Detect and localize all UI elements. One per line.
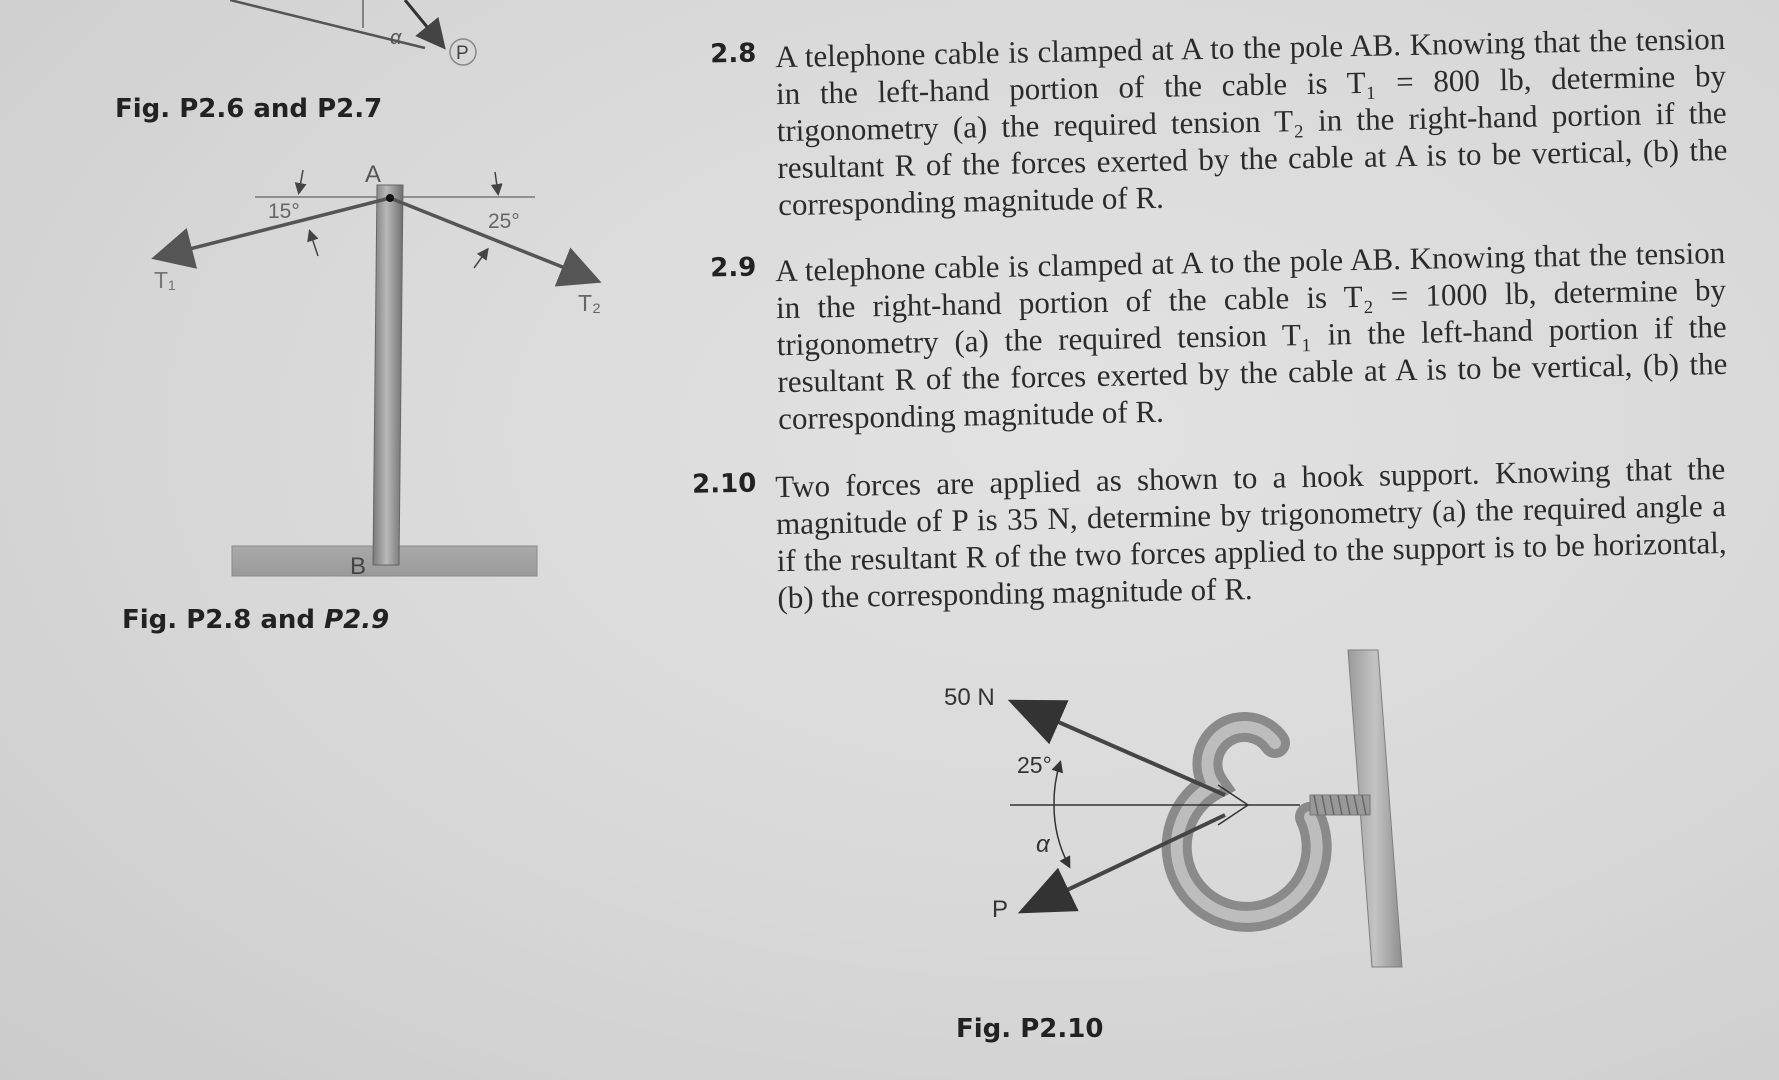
problem-number: 2.8: [709, 38, 757, 70]
force-arrow-50n: [1015, 703, 1225, 795]
label-b: B: [350, 553, 367, 580]
label-a: A: [365, 161, 382, 188]
angle-label-25: 25°: [488, 210, 520, 233]
angle-arrow-15-top: [299, 170, 303, 192]
label-p: P: [992, 896, 1009, 923]
alpha-label: α: [390, 27, 402, 49]
label-alpha: α: [1036, 831, 1050, 858]
problem-2-10: [680, 450, 1730, 616]
force-arrow-p: [405, 0, 442, 45]
figure-hook: [930, 645, 1420, 985]
problem-text: A telephone cable is clamped at A to the pole AB. Knowing that the tension in the right-hand portion of the cable is T₂ = 1000 lb, determine by trigonometry (a) the required tension T₁ in the left-hand portion if the resultant R of the forces exerted by the cable at A is to be vertical, (b) the corresponding magnitude of R.: [775, 234, 1728, 437]
problem-2-9: [680, 234, 1730, 437]
label-t1: T₁: [154, 267, 176, 293]
angle-label-15: 15°: [268, 200, 300, 223]
angle-arc-alpha: [1054, 805, 1069, 866]
angle-arrow-25-bottom: [474, 250, 487, 268]
figure-caption-p2-8: [122, 605, 389, 635]
figure-caption-p2-8-suffix: P2.9: [324, 605, 390, 635]
label-angle-25: 25°: [1017, 752, 1052, 778]
label-50n: 50 N: [944, 684, 995, 711]
figure-caption-p2-10: Fig. P2.10: [956, 1014, 1104, 1044]
figure-pole: [140, 150, 610, 585]
figure-caption-p2-6: Fig. P2.6 and P2.7: [115, 94, 383, 124]
angle-arrow-25-top: [495, 172, 498, 193]
figure-p2-6-partial: [230, 0, 510, 80]
angle-arrow-15-bottom: [310, 232, 318, 256]
angle-arc-25: [1054, 763, 1060, 805]
problem-number: 2.10: [691, 468, 757, 500]
clamp-point-a: [386, 194, 394, 202]
problem-2-8: [680, 20, 1730, 223]
pole-ab: [373, 185, 403, 565]
label-t2: T₂: [578, 290, 601, 316]
force-label-p: P: [456, 43, 469, 64]
problem-number: 2.9: [709, 252, 757, 284]
problem-text: A telephone cable is clamped at A to the pole AB. Knowing that the tension in the left-hand portion of the cable is T₁ = 800 lb, determine by trigonometry (a) the required tension T₂ in the right-hand portion if the resultant R of the forces exerted by the cable at A is to be vertical, (b) the corresponding magnitude of R.: [775, 20, 1728, 223]
figure-caption-p2-8-prefix: Fig. P2.8 and: [122, 605, 325, 635]
problem-text: Two forces are applied as shown to a hook support. Knowing that the magnitude of P is 35 N, determine by trigonometry (a) the required angle a if the resultant R of the two forces applied to the support is to be horizontal, (b) the corresponding magnitude of R.: [775, 450, 1727, 616]
